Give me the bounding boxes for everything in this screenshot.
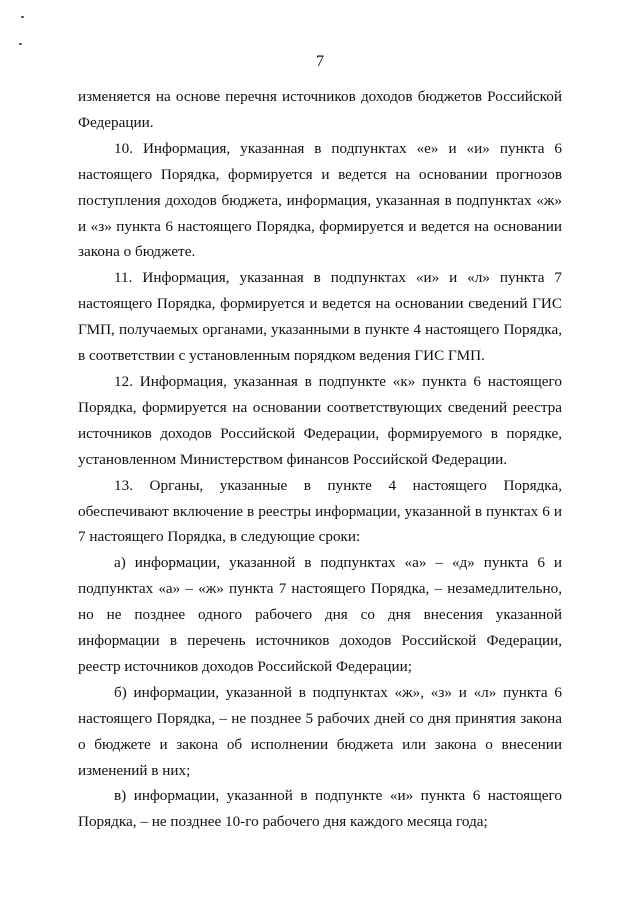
scan-speck: [19, 43, 22, 45]
paragraph-13-c: в) информации, указанной в подпункте «и» пункта 6 настоящего Порядка, – не позднее 10-го рабочего дня каждого месяца года;: [78, 787, 562, 831]
paragraph-13: 13. Органы, указанные в пункте 4 настоящего Порядка, обеспечивают включение в реестры информации, указанной в пунктах 6 и 7 настоящего Порядка, в следующие сроки:: [78, 476, 562, 546]
paragraph-11: 11. Информация, указанная в подпунктах «и» и «л» пункта 7 настоящего Порядка, формируется и ведется на основании сведений ГИС ГМП, получаемых органами, указанными в пункте 4 настоящего Порядка, в соответствии с установленным порядком ведения ГИС ГМП.: [78, 269, 562, 365]
paragraph-13-a: а) информации, указанной в подпунктах «а» – «д» пункта 6 и подпунктах «а» – «ж» пункта 7 настоящего Порядка, – незамедлительно, но не позднее одного рабочего дня со дня внесения указанной информации в перечень источников доходов Российской Федерации, реестр источников доходов Российской Федерации;: [78, 554, 562, 675]
paragraph-12: 12. Информация, указанная в подпункте «к» пункта 6 настоящего Порядка, формируется на основании соответствующих сведений реестра источников доходов Российской Федерации, формируемого в порядке, установленном Министерством финансов Российской Федерации.: [78, 372, 562, 468]
document-body: [78, 84, 562, 835]
page-number: 7: [316, 53, 324, 70]
scan-speck: [21, 16, 24, 18]
paragraph-continuation: изменяется на основе перечня источников доходов бюджетов Российской Федерации.: [78, 88, 562, 131]
paragraph-13-b: б) информации, указанной в подпунктах «ж», «з» и «л» пункта 6 настоящего Порядка, – не позднее 5 рабочих дней со дня принятия закона о бюджете и закона об исполнении бюджета или закона о внесении изменений в них;: [78, 683, 562, 779]
paragraph-10: 10. Информация, указанная в подпунктах «е» и «и» пункта 6 настоящего Порядка, формируется и ведется на основании прогнозов поступления доходов бюджета, информация, указанная в подпунктах «ж» и «з» пункта 6 настоящего Порядка, формируется и ведется на основании закона о бюджете.: [78, 139, 562, 261]
